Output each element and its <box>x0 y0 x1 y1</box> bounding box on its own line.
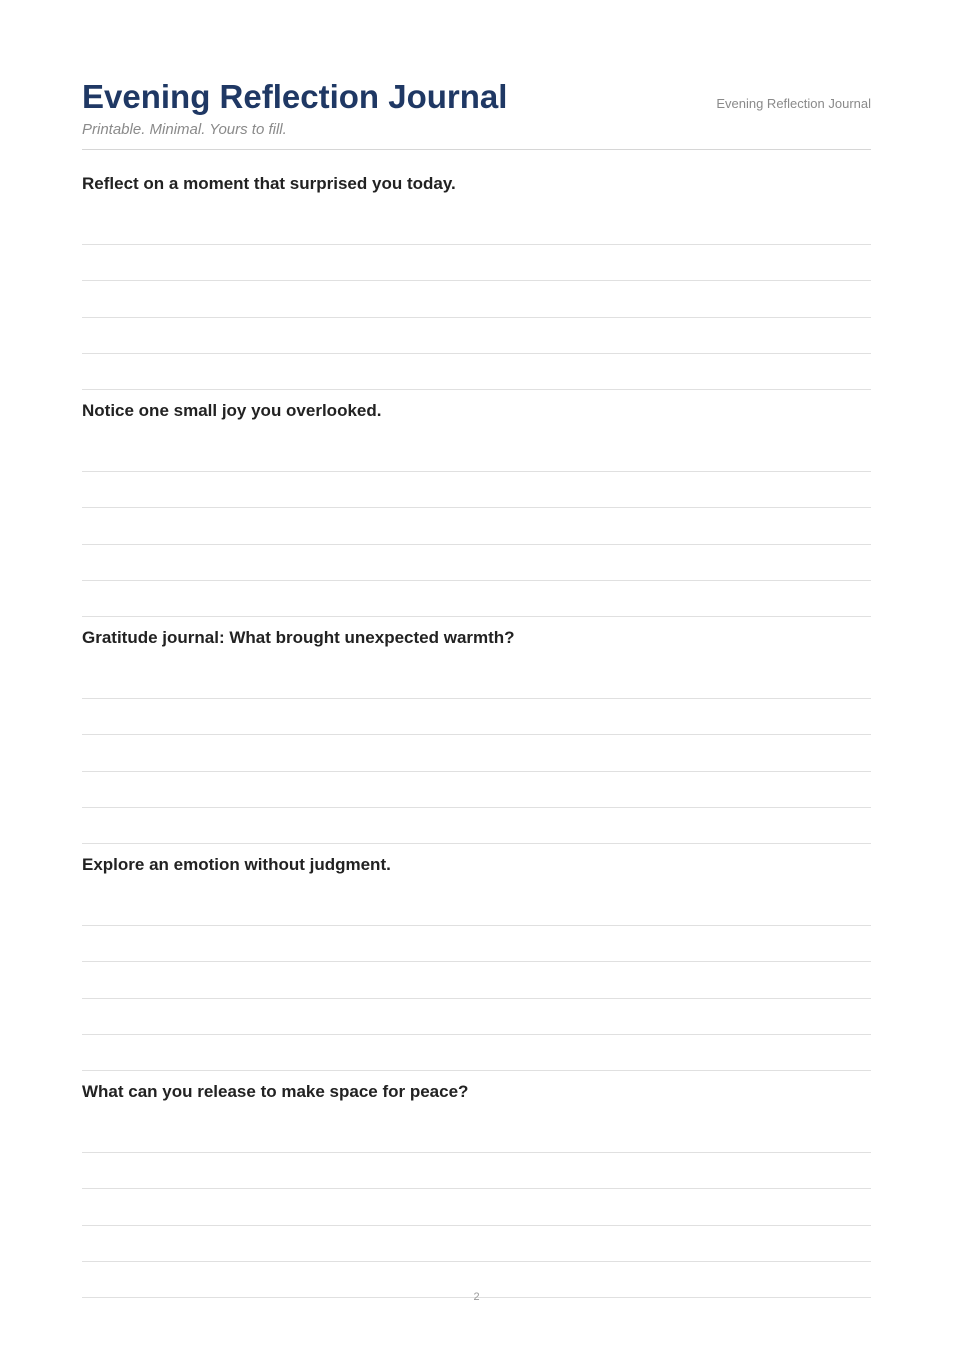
writing-line <box>82 353 871 354</box>
writing-line <box>82 389 871 390</box>
writing-line <box>82 1188 871 1189</box>
writing-line <box>82 616 871 617</box>
prompt-question: Reflect on a moment that surprised you today. <box>82 174 456 193</box>
prompt-question: What can you release to make space for peace? <box>82 1082 469 1101</box>
writing-line <box>82 998 871 999</box>
writing-line <box>82 471 871 472</box>
writing-line <box>82 317 871 318</box>
page-title: Evening Reflection Journal <box>82 78 508 115</box>
writing-line <box>82 1034 871 1035</box>
writing-line <box>82 1225 871 1226</box>
writing-line <box>82 771 871 772</box>
writing-line <box>82 807 871 808</box>
writing-line <box>82 961 871 962</box>
page-subtitle: Printable. Minimal. Yours to fill. <box>82 121 287 138</box>
running-head: Evening Reflection Journal <box>716 96 871 111</box>
page-header <box>82 0 871 150</box>
page-number: 2 <box>473 1291 480 1303</box>
prompt-question: Explore an emotion without judgment. <box>82 855 391 874</box>
writing-line <box>82 698 871 699</box>
header-divider <box>82 149 871 150</box>
writing-line <box>82 734 871 735</box>
writing-line <box>82 843 871 844</box>
writing-line <box>82 1070 871 1071</box>
writing-line <box>82 580 871 581</box>
writing-line <box>82 507 871 508</box>
writing-line <box>82 925 871 926</box>
prompt-question: Notice one small joy you overlooked. <box>82 401 382 420</box>
writing-line <box>82 280 871 281</box>
prompt-question: Gratitude journal: What brought unexpected warmth? <box>82 628 515 647</box>
writing-line <box>82 1152 871 1153</box>
writing-line <box>82 244 871 245</box>
writing-line <box>82 544 871 545</box>
writing-line <box>82 1261 871 1262</box>
